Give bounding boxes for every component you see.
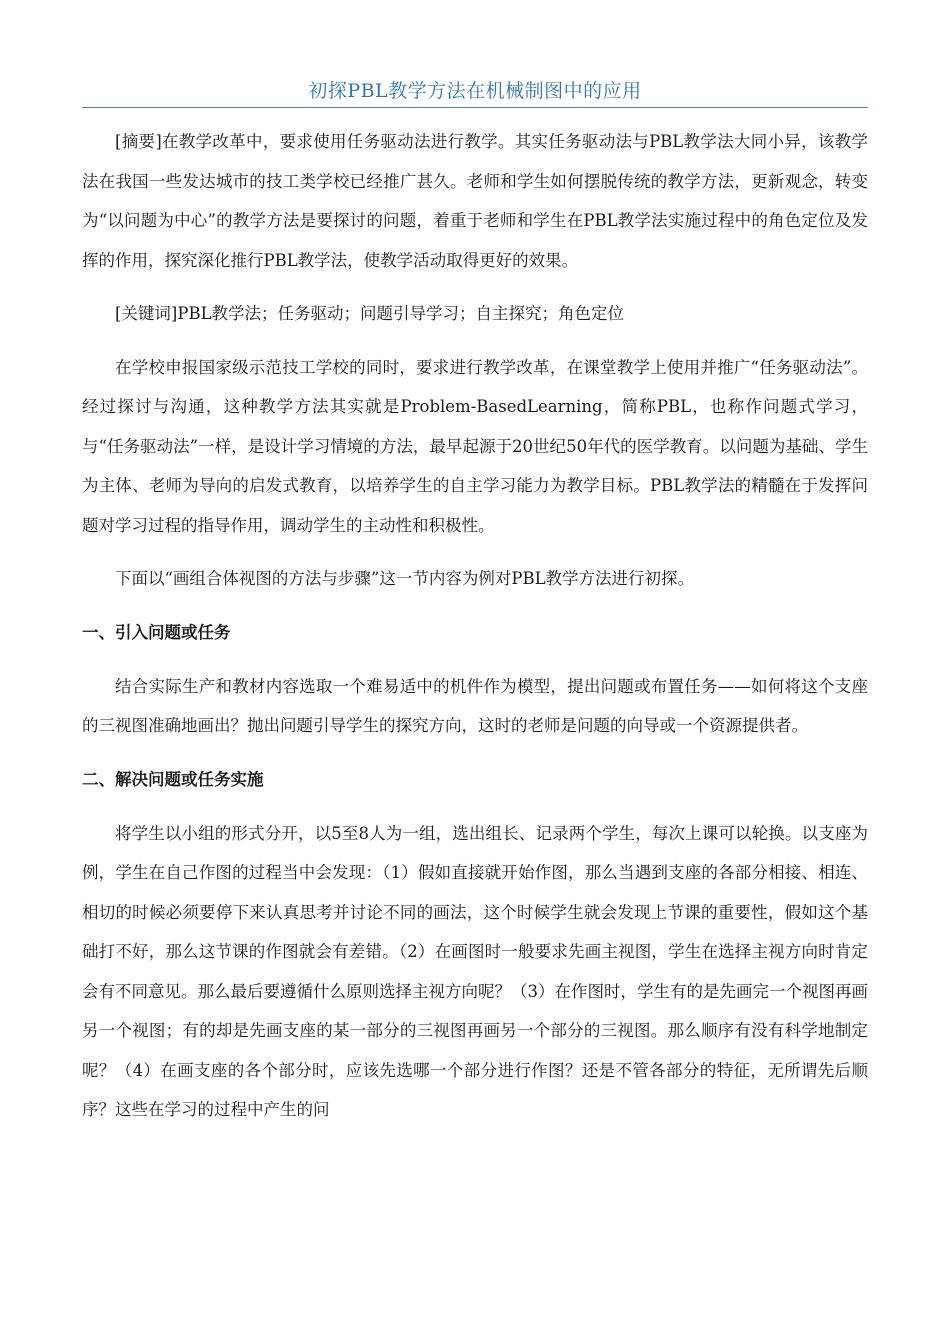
keywords-paragraph: [关键词]PBL教学法；任务驱动；问题引导学习；自主探究；角色定位 xyxy=(115,304,625,323)
spacer xyxy=(82,334,868,348)
section-1-paragraph: 结合实际生产和教材内容选取一个难易适中的机件作为模型，提出问题或布置任务——如何将这个支座的三视图准确地画出？抛出问题引导学生的探究方向，这时的老师是问题的向导或一个资源提供者。 xyxy=(82,676,868,735)
spacer xyxy=(82,545,868,559)
spacer xyxy=(82,108,868,122)
abstract-paragraph: [摘要]在教学改革中，要求使用任务驱动法进行教学。其实任务驱动法与PBL教学法大同小异，该教学法在我国一些发达城市的技工类学校已经推广甚久。老师和学生如何摆脱传统的教学方法，更新观念，转变为“以问题为中心”的教学方法是要探讨的问题，着重于老师和学生在PBL教学法实施过程中的角色定位及发挥的作用，探究深化推行PBL教学法，使教学活动取得更好的效果。 xyxy=(82,132,868,270)
document-title: 初探PBL教学方法在机械制图中的应用 xyxy=(82,78,868,108)
section-2-paragraph: 将学生以小组的形式分开，以5至8人为一组，选出组长、记录两个学生，每次上课可以轮换。以支座为例，学生在自己作图的过程当中会发现：（1）假如直接就开始作图，那么当遇到支座的各部分相接、相连、相切的时候必须要停下来认真思考并讨论不同的画法，这个时候学生就会发现上节课的重要性，假如这个基础打不好，那么这节课的作图就会有差错。（2）在画图时一般要求先画主视图，学生在选择主视方向时肯定会有不同意见。那么最后要遵循什么原则选择主视方向呢？（3）在作图时，学生有的是先画完一个视图再画另一个视图；有的却是先画支座的某一部分的三视图再画另一个部分的三视图。那么顺序有没有科学地制定呢？（4）在画支座的各个部分时，应该先选哪一个部分进行作图？还是不管各部分的特征，无所谓先后顺序？这些在学习的过程中产生的问 xyxy=(82,823,868,1119)
intro-paragraph: 在学校申报国家级示范技工学校的同时，要求进行教学改革，在课堂教学上使用并推广“任务驱动法”。经过探讨与沟通，这种教学方法其实就是Problem-BasedLearning，简称PBL，也称作问题式学习，与“任务驱动法”一样，是设计学习情境的方法，最早起源于20世纪50年代的医学教育。以问题为基础、学生为主体、老师为导向的启发式教育，以培养学生的自主学习能力为教学目标。PBL教学法的精髓在于发挥问题对学习过程的指导作用，调动学生的主动性和积极性。 xyxy=(82,357,868,535)
section-2-heading: 二、解决问题或任务实施 xyxy=(82,769,264,789)
spacer xyxy=(82,599,868,613)
document-page xyxy=(82,78,868,1130)
section-1-heading: 一、引入问题或任务 xyxy=(82,622,231,642)
spacer xyxy=(82,746,868,760)
spacer xyxy=(82,653,868,667)
spacer xyxy=(82,280,868,294)
example-paragraph: 下面以“画组合体视图的方法与步骤”这一节内容为例对PBL教学方法进行初探。 xyxy=(115,569,695,588)
spacer xyxy=(82,800,868,814)
